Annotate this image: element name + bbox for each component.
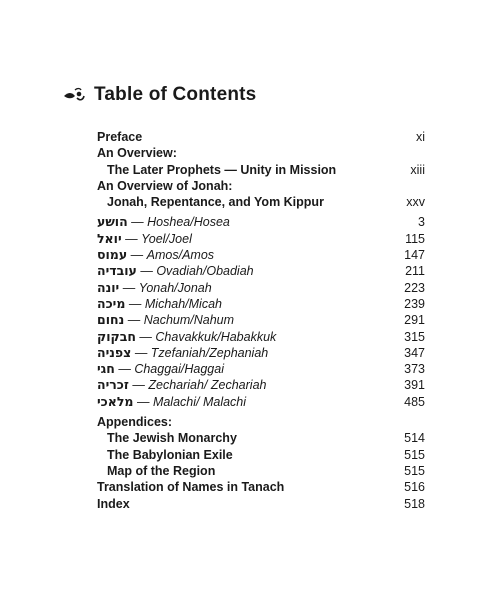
toc-entry-label: The Babylonian Exile	[107, 447, 233, 462]
fleuron-ornament-icon	[62, 86, 86, 104]
hebrew-book-name: חבקוק	[97, 328, 136, 344]
dash: —	[139, 329, 152, 344]
hebrew-book-name: מיכה	[97, 295, 126, 311]
toc-entry-page: 373	[404, 362, 425, 377]
toc-entry-map-of-region[interactable]	[97, 463, 425, 479]
toc-entry-label: Jonah, Repentance, and Yom Kippur	[107, 195, 324, 210]
toc-book-entry[interactable]	[97, 231, 425, 247]
toc-entry-later-prophets[interactable]	[97, 162, 425, 178]
dash: —	[127, 313, 141, 328]
toc-entry-page: 211	[405, 264, 425, 279]
toc-book-entry[interactable]	[97, 296, 425, 312]
dash: —	[122, 280, 136, 295]
toc-book-entry[interactable]	[97, 247, 425, 263]
toc-list	[97, 129, 425, 512]
hebrew-book-name: צפניה	[97, 344, 132, 360]
toc-entry-label: An Overview of Jonah:	[97, 178, 233, 193]
toc-entry-label: Map of the Region	[107, 463, 216, 478]
toc-entry-label: Translation of Names in Tanach	[97, 480, 285, 495]
english-book-name: Chavakkuk/Habakkuk	[155, 329, 277, 344]
toc-book-entry[interactable]	[97, 312, 425, 328]
hebrew-book-name: זכריה	[97, 377, 129, 393]
toc-entry-babylonian-exile[interactable]	[97, 447, 425, 463]
toc-entry-label: Appendices:	[97, 415, 173, 430]
toc-section-appendices	[97, 414, 425, 430]
english-book-name: Michah/Micah	[144, 296, 222, 311]
english-book-name: Tzefaniah/Zephaniah	[150, 345, 269, 360]
hebrew-book-name: הושע	[97, 214, 128, 230]
dash: —	[128, 296, 142, 311]
toc-book-entry[interactable]	[97, 214, 425, 230]
hebrew-book-name: יואל	[97, 230, 122, 246]
toc-book-entry[interactable]	[97, 329, 425, 345]
english-book-name: Nachum/Nahum	[143, 313, 235, 328]
toc-entry-page: 515	[404, 447, 425, 462]
toc-entry-label: Preface	[97, 130, 143, 144]
toc-entry-index[interactable]	[97, 496, 425, 512]
dash: —	[125, 231, 138, 246]
toc-entry-preface[interactable]	[97, 129, 425, 145]
toc-entry-page: 347	[404, 345, 425, 360]
english-book-name: Ovadiah/Obadiah	[156, 264, 254, 279]
toc-entry-jewish-monarchy[interactable]	[97, 430, 425, 446]
english-book-name: Yoel/Joel	[141, 231, 192, 246]
toc-book-entry[interactable]	[97, 377, 425, 393]
toc-book-entry[interactable]	[97, 263, 425, 279]
toc-book-entry[interactable]	[97, 280, 425, 296]
english-book-name: Malachi/ Malachi	[152, 394, 247, 409]
toc-entry-page: 391	[404, 378, 425, 393]
dash: —	[136, 394, 150, 409]
toc-entry-page: 147	[404, 248, 425, 263]
english-book-name: Hoshea/Hosea	[147, 215, 230, 230]
toc-entry-jonah-repentance[interactable]	[97, 194, 425, 210]
english-book-name: Amos/Amos	[146, 248, 215, 263]
hebrew-book-name: מלאכי	[97, 393, 134, 409]
english-book-name: Chaggai/Haggai	[134, 362, 224, 377]
toc-entry-label: An Overview:	[97, 146, 177, 161]
toc-entry-page: 239	[404, 296, 425, 311]
toc-section-overview-jonah	[97, 178, 425, 194]
hebrew-book-name: נחום	[97, 312, 125, 328]
hebrew-book-name: עמוס	[97, 247, 128, 263]
toc-book-entry[interactable]	[97, 361, 425, 377]
toc-entry-label: The Later Prophets — Unity in Mission	[107, 162, 337, 177]
dash: —	[118, 362, 131, 377]
toc-entry-page: 115	[405, 231, 425, 246]
toc-entry-page: 315	[404, 329, 425, 344]
dash: —	[131, 215, 144, 230]
toc-entry-translation-of-names[interactable]	[97, 479, 425, 495]
toc-entry-page: 291	[404, 313, 425, 328]
dash: —	[134, 345, 148, 360]
page-title: Table of Contents	[94, 84, 257, 105]
toc-entry-page: xiii	[410, 162, 425, 177]
toc-entry-page: 3	[418, 215, 425, 230]
toc-entry-page: 223	[404, 280, 425, 295]
toc-entry-page: 485	[404, 394, 425, 409]
toc-entry-page: xi	[415, 130, 425, 144]
toc-section-overview	[97, 145, 425, 161]
toc-entry-page: 514	[404, 431, 425, 446]
toc-entry-label: The Jewish Monarchy	[107, 431, 237, 446]
hebrew-book-name: עובדיה	[97, 263, 137, 279]
toc-entry-page: 518	[404, 496, 425, 511]
hebrew-book-name: יונה	[97, 279, 120, 295]
toc-book-entry[interactable]	[97, 394, 425, 410]
toc-book-entry[interactable]	[97, 345, 425, 361]
toc-entry-page: xxv	[406, 195, 425, 210]
toc-heading	[62, 84, 256, 106]
toc-entry-page: 515	[404, 463, 425, 478]
dash: —	[132, 378, 145, 393]
dash: —	[140, 264, 153, 279]
toc-entry-label: Index	[97, 496, 130, 511]
english-book-name: Yonah/Jonah	[138, 280, 212, 295]
toc-entry-page: 516	[404, 480, 425, 495]
dash: —	[130, 248, 144, 263]
english-book-name: Zechariah/ Zechariah	[148, 378, 267, 393]
hebrew-book-name: חגי	[97, 361, 115, 377]
